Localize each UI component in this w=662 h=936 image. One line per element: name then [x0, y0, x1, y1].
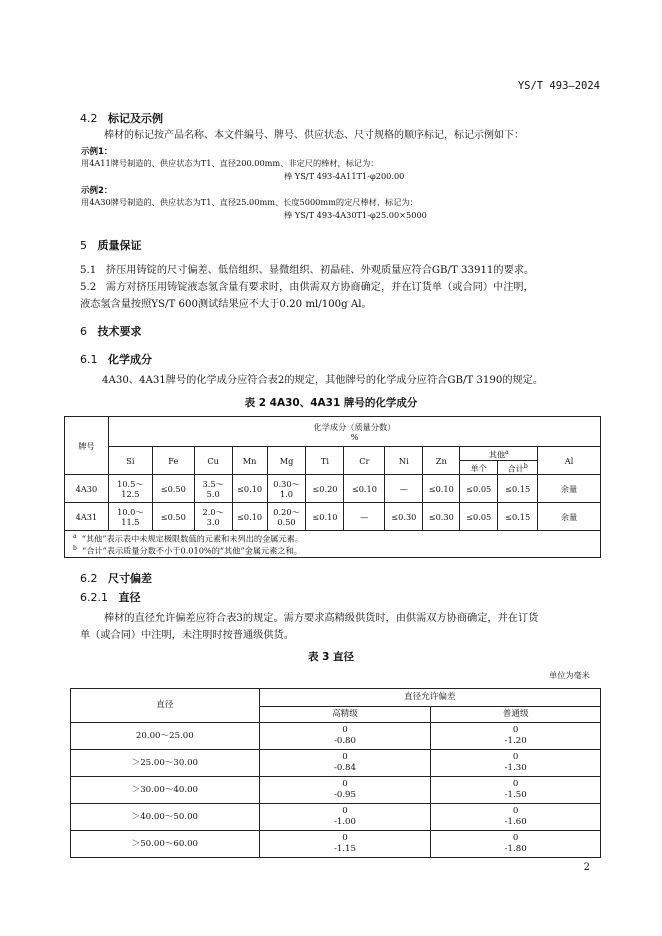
note-b: $^b$ “合计”表示质量分数不小于0.010%的“其他”金属元素之和。 — [73, 545, 302, 556]
clause-number: 5.1 — [80, 265, 97, 276]
high-precision-header: 高精级 — [259, 707, 431, 723]
cell-al: 余量 — [538, 475, 601, 503]
cell-high: 0 -1.00 — [259, 804, 431, 831]
single-header: 单个 — [460, 461, 498, 475]
section-5-heading — [80, 237, 142, 253]
diameter-text-line-1: 棒材的直径允许偏差应符合表3的规定。需方要求高精级供货时，由供需双方协商确定，并在订货 — [104, 613, 539, 624]
section-number: 5 — [80, 239, 87, 252]
percent-label: % — [350, 431, 359, 442]
cell-mn: ≤0.10 — [232, 475, 267, 503]
section-title: 技术要求 — [97, 325, 142, 338]
cell-normal: 0 -1.20 — [431, 723, 601, 750]
cell-normal: 0 -1.30 — [431, 750, 601, 777]
cell-si: 10.5～ 12.5 — [108, 475, 152, 503]
table-row — [71, 723, 601, 750]
cell-cu: 2.0～ 3.0 — [194, 503, 232, 531]
cell-mg: 0.20～ 0.50 — [267, 503, 306, 531]
element-header: Si — [108, 447, 152, 475]
diameter-header: 直径 — [71, 689, 260, 723]
clause-5-1 — [80, 262, 534, 279]
table-3-caption: 表 3 直径 — [307, 651, 355, 663]
cell-cr: ≤0.10 — [344, 475, 385, 503]
cell-single: ≤0.05 — [460, 503, 498, 531]
chemical-composition-text: 4A30、4A31牌号的化学成分应符合表2的规定，其他牌号的化学成分应符合GB/T 3190的规定。 — [102, 375, 544, 386]
composition-label: 化学成分（质量分数） — [313, 421, 396, 432]
section-4-2-heading — [80, 110, 163, 126]
section-6-2-1-heading — [80, 589, 141, 605]
note-a: $^a$ “其他”表示表中未规定极限数值的元素和未列出的金属元素。 — [73, 533, 304, 544]
example-2-mark: 棒 YS/T 493-4A30T1-φ25.00×5000 — [284, 210, 427, 220]
diameter-text-line-2: 单（或合同）中注明，未注明时按普通级供货。 — [80, 630, 294, 641]
footnote-mark: b — [73, 545, 77, 552]
standard-number: YS/T 493—2024 — [517, 80, 600, 92]
element-header: Cr — [344, 447, 385, 475]
footnote-mark: a — [73, 533, 77, 541]
footnote-mark: a — [505, 448, 509, 456]
example-1-text: 用4A11牌号制造的、供应状态为T1、直径200.00mm、非定尺的棒材，标记为： — [81, 158, 379, 168]
cell-zn: ≤0.10 — [423, 475, 460, 503]
cell-diameter: ＞50.00～60.00 — [71, 831, 260, 858]
cell-grade: 4A30 — [65, 475, 109, 503]
element-header: Mg — [267, 447, 306, 475]
clause-number: 5.2 — [80, 282, 97, 293]
marking-intro: 棒材的标记按产品名称、本文件编号、牌号、供应状态、尺寸规格的顺序标记，标记示例如下： — [104, 130, 524, 141]
unit-label: 单位为毫米 — [549, 670, 590, 680]
clause-text: 挤压用铸锭的尺寸偏差、低倍组织、显微组织、初晶硅、外观质量应符合GB/T 33911的要求。 — [105, 265, 535, 276]
section-number: 4.2 — [80, 112, 98, 125]
table-row — [71, 804, 601, 831]
cell-normal: 0 -1.80 — [431, 831, 601, 858]
cell-diameter: ＞40.00～50.00 — [71, 804, 260, 831]
cell-total: ≤0.15 — [498, 503, 538, 531]
cell-high: 0 -0.80 — [259, 723, 431, 750]
table-notes — [65, 531, 601, 558]
element-header: Mn — [232, 447, 267, 475]
footnote-mark: b — [523, 462, 528, 470]
section-number: 6.2 — [80, 572, 98, 585]
cell-ti: ≤0.10 — [306, 503, 344, 531]
grade-header: 牌号 — [65, 417, 109, 475]
total-header: 合计$^b$ — [498, 461, 538, 475]
table-row — [65, 503, 601, 531]
section-6-1-heading — [80, 351, 152, 367]
cell-high: 0 -0.95 — [259, 777, 431, 804]
section-6-heading — [80, 323, 142, 339]
cell-mg: 0.30～ 1.0 — [267, 475, 306, 503]
composition-group-header — [108, 417, 600, 447]
table-2-caption: 表 2 4A30、4A31 牌号的化学成分 — [244, 397, 418, 409]
page-number: 2 — [583, 862, 590, 873]
normal-precision-header: 普通级 — [431, 707, 601, 723]
example-1-mark: 棒 YS/T 493-4A11T1-φ200.00 — [284, 171, 405, 181]
section-title: 尺寸偏差 — [108, 572, 152, 585]
cell-high: 0 -1.15 — [259, 831, 431, 858]
cell-normal: 0 -1.60 — [431, 804, 601, 831]
section-6-2-heading — [80, 570, 152, 586]
al-header: Al — [538, 447, 601, 475]
cell-diameter: ＞30.00～40.00 — [71, 777, 260, 804]
example-2-text: 用4A30牌号制造的、供应状态为T1、直径25.00mm、长度5000mm的定尺棒材，标记为： — [81, 197, 418, 207]
cell-ti: ≤0.20 — [306, 475, 344, 503]
element-header: Zn — [423, 447, 460, 475]
clause-5-2-cont: 液态氢含量按照YS/T 600测试结果应不大于0.20 ml/100g Al。 — [80, 299, 372, 310]
example-1-label: 示例1： — [81, 147, 113, 157]
section-title: 化学成分 — [108, 353, 152, 366]
table-row — [71, 831, 601, 858]
cell-zn: ≤0.30 — [423, 503, 460, 531]
section-number: 6 — [80, 325, 87, 338]
clause-text: 需方对挤压用铸锭液态氢含量有要求时，由供需双方协商确定，并在订货单（或合同）中注明， — [105, 282, 534, 293]
cell-mn: ≤0.10 — [232, 503, 267, 531]
others-header: 其他$^a$ — [460, 447, 538, 461]
cell-al: 余量 — [538, 503, 601, 531]
element-header: Fe — [152, 447, 194, 475]
cell-cu: 3.5～ 5.0 — [194, 475, 232, 503]
cell-cr: — — [344, 503, 385, 531]
section-title: 标记及示例 — [108, 112, 163, 125]
cell-fe: ≤0.50 — [152, 503, 194, 531]
table-3 — [70, 688, 601, 858]
cell-diameter: ＞25.00～30.00 — [71, 750, 260, 777]
table-row — [71, 777, 601, 804]
clause-5-2 — [80, 279, 534, 296]
section-number: 6.2.1 — [80, 591, 108, 604]
tolerance-header: 直径允许偏差 — [259, 689, 600, 707]
table-2 — [64, 416, 601, 558]
section-number: 6.1 — [80, 353, 98, 366]
section-title: 质量保证 — [97, 239, 142, 252]
cell-total: ≤0.15 — [498, 475, 538, 503]
cell-diameter: 20.00～25.00 — [71, 723, 260, 750]
element-header: Ti — [306, 447, 344, 475]
element-header: Ni — [385, 447, 423, 475]
cell-ni: ≤0.30 — [385, 503, 423, 531]
cell-ni: — — [385, 475, 423, 503]
cell-fe: ≤0.50 — [152, 475, 194, 503]
cell-high: 0 -0.84 — [259, 750, 431, 777]
cell-single: ≤0.05 — [460, 475, 498, 503]
cell-normal: 0 -1.50 — [431, 777, 601, 804]
table-row — [71, 750, 601, 777]
example-2-label: 示例2： — [81, 186, 113, 196]
element-header: Cu — [194, 447, 232, 475]
table-row — [65, 475, 601, 503]
section-title: 直径 — [118, 591, 141, 604]
cell-grade: 4A31 — [65, 503, 109, 531]
cell-si: 10.0～ 11.5 — [108, 503, 152, 531]
